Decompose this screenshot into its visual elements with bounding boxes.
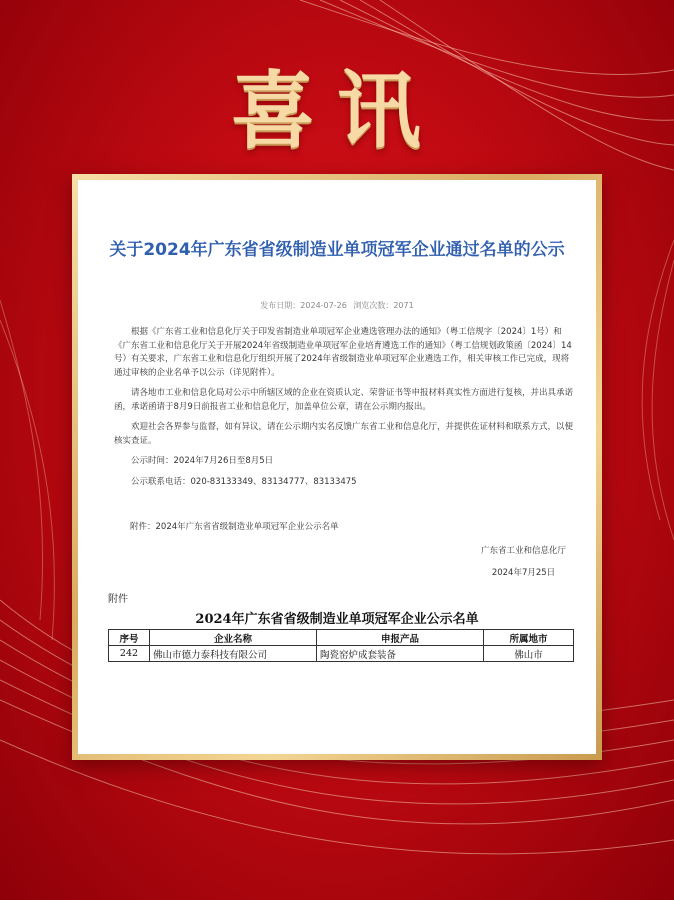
contact-phone: 公示联系电话：020-83133349、83134777、83133475 bbox=[131, 476, 357, 487]
attachment-label: 附件 bbox=[108, 594, 128, 605]
view-count: 浏览次数：2071 bbox=[353, 301, 414, 310]
cell-company: 佛山市德力泰科技有限公司 bbox=[150, 646, 317, 662]
document-meta bbox=[78, 300, 596, 311]
publicity-period: 公示时间：2024年7月26日至8月5日 bbox=[131, 456, 274, 466]
issue-date: 2024年7月25日 bbox=[491, 568, 556, 578]
cell-index: 242 bbox=[109, 646, 150, 662]
attachment-note[interactable]: 附件：2024年广东省省级制造业单项冠军企业公示名单 bbox=[130, 522, 339, 532]
paragraph-2: 请各地市工业和信息化局对公示中所辖区域的企业在资质认定、荣誉证书等申报材料真实性方面进行复核，并出具承诺函，承诺函请于8月9日前报省工业和信息化厅，加盖单位公章，请在公示期内报出。 bbox=[114, 388, 574, 412]
table-header-row bbox=[109, 630, 574, 646]
document-frame bbox=[72, 174, 602, 760]
document-paper bbox=[78, 180, 596, 754]
header-company: 企业名称 bbox=[150, 630, 317, 646]
issuer: 广东省工业和信息化厅 bbox=[480, 546, 566, 556]
document-body bbox=[114, 326, 574, 496]
header-product: 申报产品 bbox=[317, 630, 484, 646]
header-index: 序号 bbox=[109, 630, 150, 646]
cell-city: 佛山市 bbox=[484, 646, 574, 662]
document-title: 关于2024年广东省省级制造业单项冠军企业通过名单的公示 bbox=[109, 240, 565, 260]
signature-block bbox=[481, 540, 566, 584]
table-row bbox=[109, 646, 574, 662]
paragraph-1: 根据《广东省工业和信息化厅关于印发省制造业单项冠军企业遴选管理办法的通知》（粤工信规字〔2024〕1号）和《广东省工业和信息化厅关于开展2024年省级制造业单项冠军企业培育遴选工作的通知》（粤工信规划政策函〔2024〕14号）有关要求，广东省工业和信息化厅组织开展了2024年省级制造业单项冠军企业遴选工作，相关审核工作已完成，现将通过审核的企业名单予以公示（详见附件）。 bbox=[114, 327, 572, 378]
attachment-title: 2024年广东省省级制造业单项冠军企业公示名单 bbox=[195, 612, 479, 627]
paragraph-3: 欢迎社会各界参与监督，如有异议，请在公示期内实名反馈广东省工业和信息化厅，并提供佐证材料和联系方式，以便核实查证。 bbox=[114, 422, 574, 446]
header-city: 所属地市 bbox=[484, 630, 574, 646]
cell-product: 陶瓷窑炉成套装备 bbox=[317, 646, 484, 662]
headline: 喜讯 bbox=[230, 61, 443, 160]
publish-date: 发布日期：2024-07-26 bbox=[260, 301, 347, 310]
company-table bbox=[108, 629, 574, 662]
